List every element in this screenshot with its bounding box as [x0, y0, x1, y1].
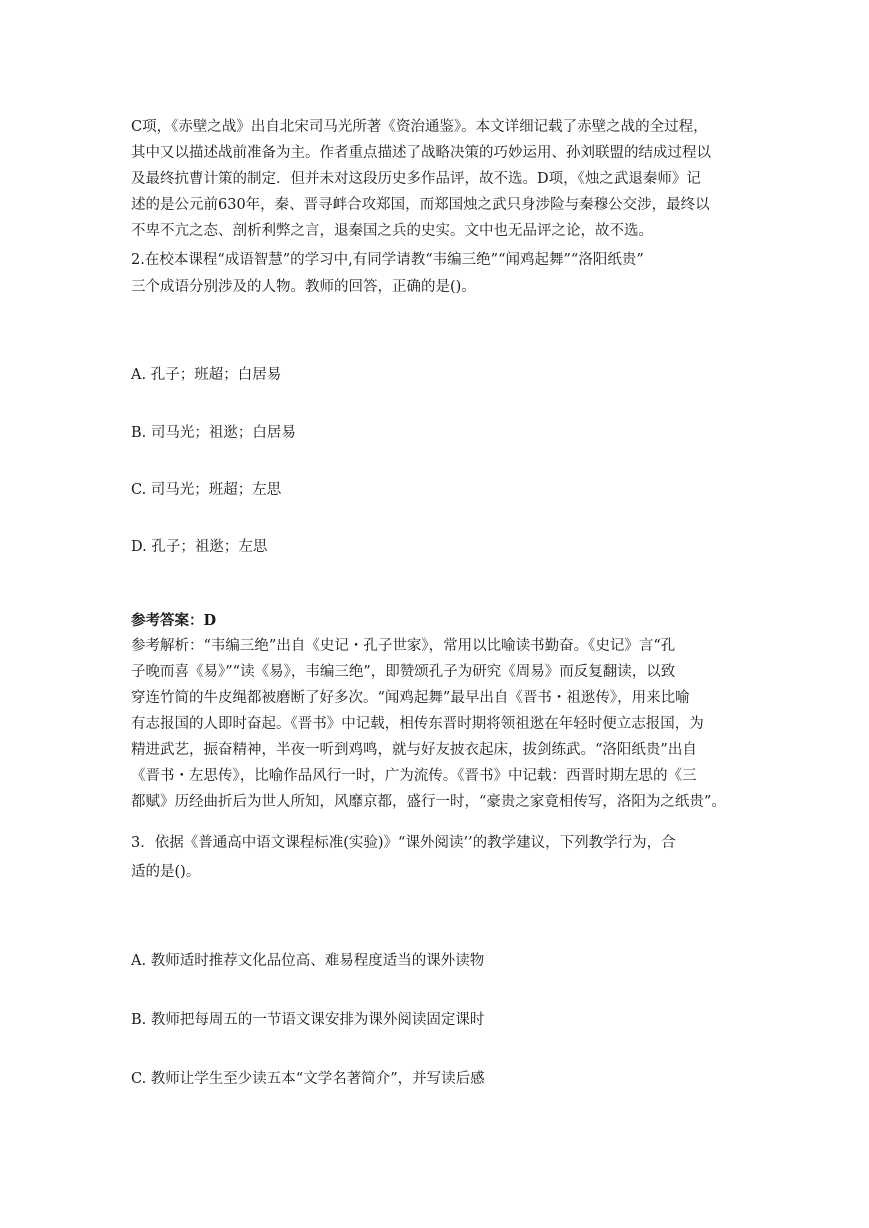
- q2-stem-line-1: 2.在校本课程“成语智慧”的学习中,有同学请教“韦编三绝”“闻鸡起舞”“洛阳纸贵”: [131, 252, 644, 268]
- q1-analysis-line-4: 述的是公元前630年，秦、晋寻衅合攻郑国，而郑国烛之武只身涉险与秦穆公交涉，最终以: [131, 197, 710, 213]
- q1-analysis-line-3: 及最终抗曹计策的制定．但并未对这段历史多作品评，故不选。D项，《烛之武退秦师》记: [131, 171, 701, 187]
- q1-analysis-line-2: 其中又以描述战前准备为主。作者重点描述了战略决策的巧妙运用、孙刘联盟的结成过程以: [131, 145, 711, 161]
- q2-analysis-line-5: 精进武艺，振奋精神，半夜一听到鸡鸣，就与好友披衣起床，拔剑练武。“洛阳纸贵”出自: [131, 742, 697, 758]
- q2-analysis-line-4: 有志报国的人即时奋起。《晋书》中记载，相传东晋时期将领祖逖在年轻时便立志报国，为: [131, 716, 704, 732]
- q2-analysis-line-6: 《晋书・左思传》，比喻作品风行一时，广为流传。《晋书》中记载：西晋时期左思的《三: [131, 768, 697, 784]
- q3-stem-line-2: 适的是()。: [131, 864, 201, 880]
- q2-answer: 参考答案：D: [131, 612, 217, 629]
- q2-option-c: C. 司马光；班超；左思: [131, 482, 282, 498]
- q2-analysis-line-3: 穿连竹简的牛皮绳都被磨断了好多次。“闻鸡起舞”最早出自《晋书・祖逖传》，用来比喻: [131, 690, 690, 706]
- q2-analysis-line-7: 都赋》历经曲折后为世人所知，风靡京都，盛行一时，“豪贵之家竟相传写，洛阳为之纸贵”。: [131, 794, 726, 810]
- q3-option-c: C. 教师让学生至少读五本“文学名著简介”，并写读后感: [131, 1071, 485, 1087]
- q2-analysis-line-1: 参考解析：“韦编三绝”出自《史记・孔子世家》，常用以比喻读书勤奋。《史记》言“孔: [131, 638, 676, 654]
- q2-option-d: D. 孔子；祖逖；左思: [131, 539, 268, 555]
- q2-analysis-line-2: 子晚而喜《易》”“读《易》，韦编三绝”，即赞颂孔子为研究《周易》而反复翻读，以致: [131, 664, 676, 680]
- q3-option-a: A. 教师适时推荐文化品位高、难易程度适当的课外读物: [131, 953, 485, 969]
- q2-option-b: B. 司马光；祖逖；白居易: [131, 425, 296, 441]
- q3-option-b: B. 教师把每周五的一节语文课安排为课外阅读固定课时: [131, 1012, 485, 1028]
- q2-stem-line-2: 三个成语分别涉及的人物。教师的回答，正确的是()。: [131, 279, 476, 295]
- q1-analysis-line-1: C项，《赤壁之战》出自北宋司马光所著《资治通鉴》。本文详细记载了赤壁之战的全过程，: [131, 119, 708, 135]
- q3-stem-line-1: 3．依据《普通高中语文课程标准(实验)》“课外阅读’’的教学建议，下列教学行为，合: [131, 835, 676, 851]
- q1-analysis-line-5: 不卑不亢之态、剖析利弊之言，退秦国之兵的史实。文中也无品评之论，故不选。: [131, 223, 653, 239]
- q2-option-a: A. 孔子；班超；白居易: [131, 367, 282, 383]
